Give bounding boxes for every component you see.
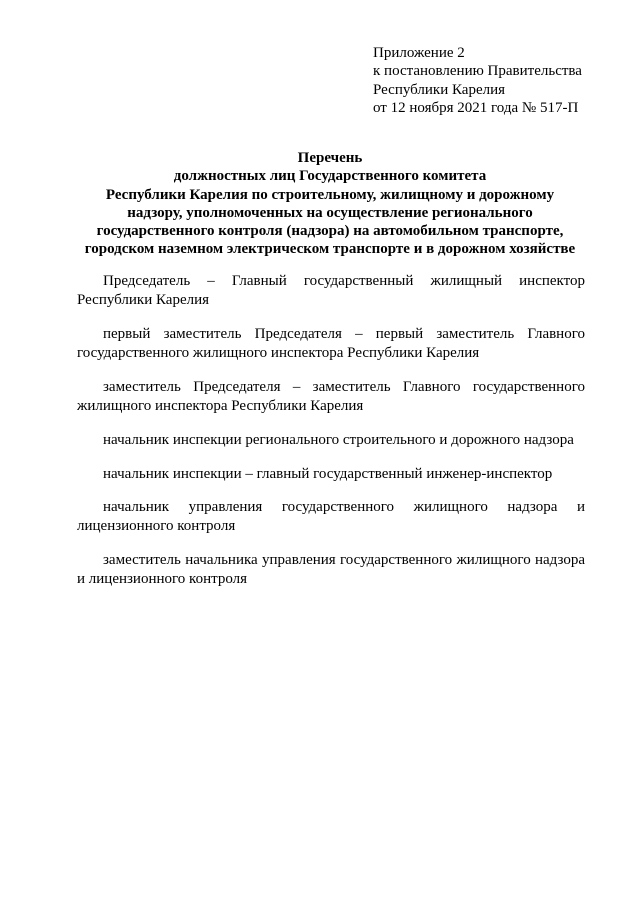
list-item: начальник инспекции – главный государственный инженер-инспектор xyxy=(103,465,553,482)
appendix-resolution-ref: к постановлению Правительства xyxy=(373,63,582,80)
title-line: должностных лиц Государственного комитета xyxy=(173,168,487,185)
list-item: первый заместитель Председателя – первый заместитель Главного государственного жилищного инспектора Республики Карелия xyxy=(77,326,585,361)
appendix-header xyxy=(373,44,623,117)
list-item: начальник инспекции регионального строительного и дорожного надзора xyxy=(103,432,574,448)
appendix-government: Республики Карелия xyxy=(373,81,506,98)
document-title xyxy=(60,149,600,259)
appendix-label: Приложение 2 xyxy=(373,45,465,61)
title-line: городском наземном электрическом транспорте и в дорожном хозяйстве xyxy=(84,241,576,258)
title-line: Республики Карелия по строительному, жилищному и дорожному xyxy=(105,186,555,203)
title-line: государственного контроля (надзора) на автомобильном транспорте, xyxy=(96,223,564,240)
appendix-date-number: от 12 ноября 2021 года № 517-П xyxy=(373,99,579,116)
list-item: Председатель – Главный государственный жилищный инспектор Республики Карелия xyxy=(77,273,585,308)
list-item: начальник управления государственного жилищного надзора и лицензионного контроля xyxy=(77,499,585,534)
list-item: заместитель Председателя – заместитель Главного государственного жилищного инспектора Республики Карелия xyxy=(77,379,585,414)
positions-list xyxy=(77,272,585,604)
title-line: надзору, уполномоченных на осуществление регионального xyxy=(127,204,533,221)
list-item: заместитель начальника управления государственного жилищного надзора и лицензионного контроля xyxy=(77,552,585,587)
title-line: Перечень xyxy=(297,150,363,166)
